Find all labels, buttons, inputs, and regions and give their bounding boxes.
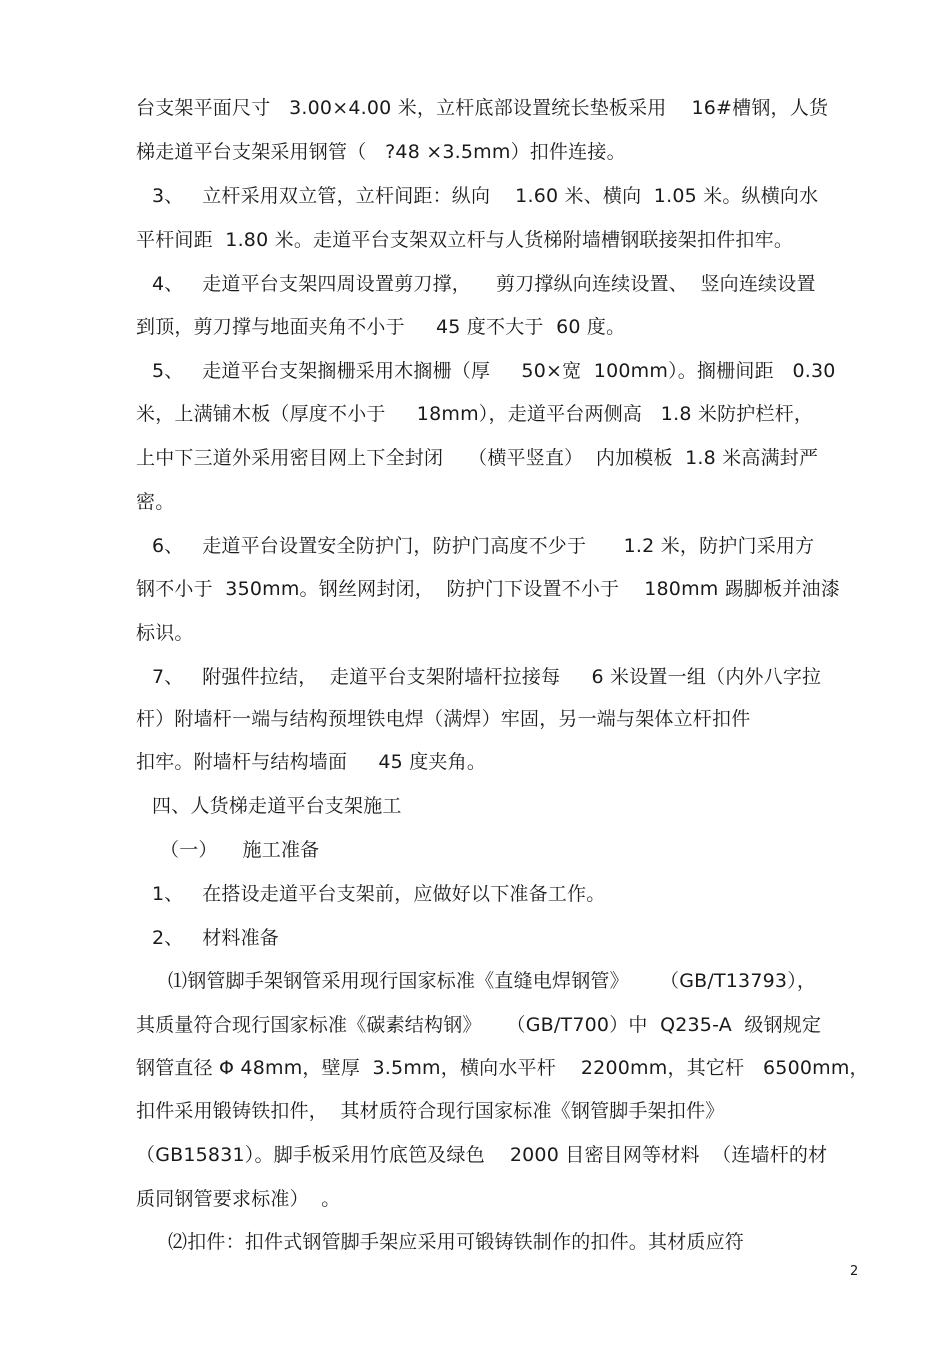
text-line: 2、 材料准备 xyxy=(152,927,280,949)
text-line: （GB15831）。脚手板采用竹底笆及绿色 2000 目密目网等材料 （连墙杆的材 xyxy=(136,1144,828,1166)
subsection-heading: （一） 施工准备 xyxy=(160,839,320,861)
text-line: 6、 走道平台设置安全防护门，防护门高度不少于 1.2 米，防护门采用方 xyxy=(152,535,815,557)
text-line: 钢不小于 350mm。钢丝网封闭， 防护门下设置不小于 180mm 踢脚板并油漆 xyxy=(136,578,840,600)
text-line: 密。 xyxy=(136,491,175,513)
text-line: 1、 在搭设走道平台支架前，应做好以下准备工作。 xyxy=(152,883,606,905)
text-line: 7、 附强件拉结， 走道平台支架附墙杆拉接每 6 米设置一组（内外八字拉 xyxy=(152,666,822,688)
text-line: 上中下三道外采用密目网上下全封闭 （横平竖直） 内加模板 1.8 米高满封严 xyxy=(136,447,819,469)
text-line: 扣牢。附墙杆与结构墙面 45 度夹角。 xyxy=(136,751,487,773)
text-line: 钢管直径 Φ 48mm，壁厚 3.5mm，横向水平杆 2200mm，其它杆 6500mm， xyxy=(136,1057,869,1079)
text-line: ⑵扣件：扣件式钢管脚手架应采用可锻铸铁制作的扣件。其材质应符 xyxy=(168,1231,745,1253)
text-line: 到顶，剪刀撑与地面夹角不小于 45 度不大于 60 度。 xyxy=(136,316,626,338)
text-line: 5、 走道平台支架搁栅采用木搁栅（厚 50×宽 100mm）。搁栅间距 0.30 xyxy=(152,360,836,382)
text-line: 质同钢管要求标准） 。 xyxy=(136,1188,341,1210)
text-line: 标识。 xyxy=(136,622,194,644)
text-line: 平杆间距 1.80 米。走道平台支架双立杆与人货梯附墙槽钢联接架扣件扣牢。 xyxy=(136,229,794,251)
text-line: 其质量符合现行国家标准《碳素结构钢》 （GB/T700）中 Q235-A 级钢规定 xyxy=(136,1014,822,1036)
text-line: 台支架平面尺寸 3.00×4.00 米，立杆底部设置统长垫板采用 16#槽钢，人货 xyxy=(136,97,829,119)
text-line: 3、 立杆采用双立管，立杆间距：纵向 1.60 米、横向 1.05 米。纵横向水 xyxy=(152,185,819,207)
section-heading: 四、人货梯走道平台支架施工 xyxy=(152,795,402,817)
page-number: 2 xyxy=(850,1264,859,1279)
text-line: 米，上满铺木板（厚度不小于 18mm），走道平台两侧高 1.8 米防护栏杆， xyxy=(136,403,814,425)
text-line: 4、 走道平台支架四周设置剪刀撑， 剪刀撑纵向连续设置、 竖向连续设置 xyxy=(152,273,816,295)
text-line: 杆）附墙杆一端与结构预埋铁电焊（满焊）牢固，另一端与架体立杆扣件 xyxy=(136,708,751,730)
text-line: ⑴钢管脚手架钢管采用现行国家标准《直缝电焊钢管》 （GB/T13793）， xyxy=(168,970,817,992)
text-line: 梯走道平台支架采用钢管（ ?48 ×3.5mm）扣件连接。 xyxy=(136,141,626,163)
text-line: 扣件采用锻铸铁扣件， 其材质符合现行国家标准《钢管脚手架扣件》 xyxy=(136,1100,725,1122)
